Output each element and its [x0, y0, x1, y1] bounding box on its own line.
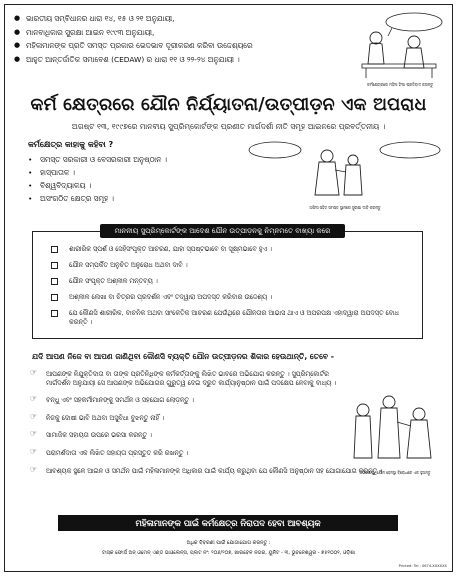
- workplace-item: • ସମସ୍ତ ସରକାରୀ ଓ ବେସରକାରୀ ଅନୁଷ୍ଠାନ ।: [28, 153, 258, 166]
- illustration-caption: ଅଭିଯୋଗ, ଯୌନ ହେନସ୍ଥା ବିରୋଧରେ ଏକ ହୁଅନ୍ତୁ: [359, 470, 431, 475]
- illustration-caption: କର୍ମକ୍ଷେତ୍ରରେ ମହିଳା ହିଂସା ପ୍ରତିବାଦ କରନ୍ତୁ: [366, 82, 434, 87]
- contact-heading: ଅଧିକ ବିବରଣୀ ପାଇଁ ଯୋଗାଯୋଗ କରନ୍ତୁ :: [186, 540, 271, 546]
- action-text: ପରାମର୍ଶଦାତା ଏକ ଲିଖିତ ସହାୟତା ପ୍ରସ୍ତୁତ କରି ରଖନ୍ତୁ ।: [46, 448, 189, 457]
- court-definition-banner: ମାନନୀୟ ସୁପ୍ରିମ୍‌କୋର୍ଟଙ୍କ ଆଦେଶ ଯୌନ ଉତ୍ପୀଡ଼ନକୁ ନିମ୍ନମତେ ବାଖ୍ୟା କରେ: [100, 224, 345, 238]
- pointing-hand-icon: ☞: [30, 464, 38, 474]
- workplace-heading: କର୍ମକ୍ଷେତ୍ର କାହାକୁ କହିବା ?: [28, 140, 114, 149]
- definition-item: [51, 293, 411, 302]
- action-item: [30, 396, 350, 405]
- checkbox-icon: [51, 246, 58, 253]
- pointing-hand-icon: ☞: [30, 429, 38, 439]
- workplace-item: • ହାସ୍ପାତାଳ ।: [28, 166, 258, 179]
- workplace-item: • ବିଶ୍ୱବିଦ୍ୟାଳୟ ।: [28, 179, 258, 192]
- pointing-hand-icon: ☞: [30, 394, 38, 404]
- definition-text: ଅଶ୍ଳୀଳ ଲେଖା ବା ଚିତ୍ରର ପ୍ରଦର୍ଶନ ଏବଂ ତଦ୍ୱାରା ଅପଦସ୍ତ କରିବାର ଉଦ୍ଦେଶ୍ୟ ।: [69, 293, 273, 301]
- workplace-group-illustration: [245, 140, 445, 202]
- legal-basis-item: ● ମହିଳାମାନଙ୍କ ପ୍ରତି ସମସ୍ତ ପ୍ରକାର ଭେଦଭାବ ଦୂରୀକରଣ କରିବା ଉଦ୍ଦେଶ୍ୟରେ: [14, 39, 354, 53]
- definition-text: ଯୌନ ସଂପୃକ୍ତ ଅଶ୍ଳୀଳ ମନ୍ତବ୍ୟ ।: [69, 277, 158, 285]
- legal-basis-item: ● ଭାରତୀୟ ସମ୍ବିଧାନର ଧାରା ୧୪, ୧୫ ଓ ୨୧ ଅନୁଯାୟୀ,: [14, 12, 354, 26]
- workplace-list: [28, 153, 258, 205]
- action-item: [30, 411, 350, 423]
- action-text: ସାମାଜିକ ସହାୟତା ଉପରେ ଭରସା କରନ୍ତୁ ।: [46, 431, 152, 440]
- legal-basis-item: ● ମାନବାଧିକାର ସୁରକ୍ଷା ଆଇନ ୧୯୯୩ ଅନୁଯାୟୀ,: [14, 26, 354, 40]
- definition-text: ଯେ କୌଣସି ଶାରୀରିକ, ବାଚନିକ ଅଥବା ସାଂକେତିକ ଆଚରଣ ଯେଉଁଥିରେ ଯୌନତାର ଆଭାସ ଥାଏ ଓ ଅପରପକ୍ଷ ଏହାଦ୍ୱାରା ଅପଦସ୍ତ ବୋଧ କରନ୍ତି ।: [69, 309, 399, 326]
- page-headline: କର୍ମ କ୍ଷେତ୍ରରେ ଯୌନ ନିର୍ଯ୍ୟାତନା/ଉତ୍ପୀଡ଼ନ ଏକ ଅପରାଧ: [30, 95, 427, 115]
- checkbox-icon: [51, 278, 58, 285]
- action-item: [30, 431, 350, 440]
- action-text: ଆବଶ୍ୟକ ସ୍ଥଳେ ଆଇନ ଓ ସମର୍ଥନ ପାଇଁ ମହିଳାମାନଙ୍କ ଅଧିକାର ପାଇଁ କାର୍ଯ୍ୟ କରୁଥିବା ଯେ କୌଣସି ଅନୁଷ୍ଠାନ ସହ ଯୋଗାଯୋଗ କରନ୍ତୁ ।: [46, 466, 383, 475]
- action-text: ନିଜକୁ ଦୋଷୀ ଭାବି ଅଥବା ଅସୁବିଧା ବୁଝନ୍ତୁ ନାହିଁ ।: [46, 413, 165, 422]
- printer-info: Printed: Tel : 0674-XXXXXX: [398, 564, 447, 568]
- legal-basis-list: [14, 12, 354, 66]
- definition-item: [51, 309, 411, 327]
- checkbox-icon: [51, 294, 58, 301]
- workplace-item: • ଅସଂଗଠିତ କ୍ଷେତ୍ର ସମୂହ ।: [28, 192, 258, 205]
- office-harassment-illustration: [352, 8, 447, 83]
- supreme-court-ruling: ଅଗଷ୍ଟ ୧୩, ୧୯୯୭ରେ ମାନବୀୟ ସୁପ୍ରିମ୍‌କୋର୍ଟଙ୍କ ପ୍ରଣୀତ ମାର୍ଗଦର୍ଶୀ ନୀତି ସମୂହ ଆଇନରେ ପ୍ରବର୍ତ୍ତନୀୟ ।: [71, 122, 386, 131]
- illustration-caption: ଅଫିସ ସହିତ ସମସ୍ତ ସ୍ଥାନରେ ସୁରକ୍ଷା ଦାବି କରନ୍ତୁ: [309, 205, 381, 210]
- definition-item: [51, 277, 411, 286]
- definition-item: [51, 261, 411, 270]
- action-text: ଆପଣଙ୍କ ନିଯୁକ୍ତିଦାତା ବା ତାଙ୍କ ପ୍ରତିନିଧିଙ୍କ କର୍ମକର୍ତ୍ତାଙ୍କୁ ଲିଖିତ ଭାବରେ ଅଭିଯୋଗ କରନ୍ତୁ । ସୁପ୍ରିମ୍‌କୋର୍ଟର ମାର୍ଗଦର୍ଶନ ଅନୁଯାୟୀ ସେ ଆପଣଙ୍କ ଅଭିଯୋଗର ଗୁରୁତ୍ୱ ଦେଇ ଦ୍ରୁତ କାର୍ଯ୍ୟାନୁଷ୍ଠାନ ପାଇଁ ପଦକ୍ଷେପ ନେବାକୁ ବାଧ୍ୟ ।: [46, 370, 337, 387]
- definitions-list: [51, 245, 411, 330]
- checkbox-icon: [51, 310, 58, 317]
- definition-text: ଶାରୀରିକ ସ୍ପର୍ଶ ଓ ସେହିସଂପୃକ୍ତ ଆଚରଣ, ଯାହା ସ୍ପଷ୍ଟଭାବେ ବା ସୂକ୍ଷ୍ମଭାବେ ହୁଏ ।: [69, 245, 272, 253]
- pointing-hand-icon: ☞: [30, 446, 38, 456]
- definition-item: [51, 245, 411, 254]
- definitions-box: [32, 231, 423, 339]
- support-group-illustration: [345, 388, 443, 468]
- pointing-hand-icon: ☞: [30, 368, 38, 377]
- footer-slogan: ମହିଳାମାନଙ୍କ ପାଇଁ କର୍ମକ୍ଷେତ୍ର ନିରାପଦ ହେବା ଆବଶ୍ୟକ: [58, 515, 398, 531]
- definition-text: ଯୌନ ସମ୍ପର୍କିତ ଅନୁଚିତ ଅନୁରୋଧ ଅଥବା ଦାବି ।: [69, 261, 188, 269]
- action-text: ବନ୍ଧୁ ଏବଂ ସହକର୍ମୀମାନଙ୍କୁ ସମର୍ଥନ ଓ ସହଯୋଗ ଲୋଡ଼ନ୍ତୁ ।: [46, 396, 194, 405]
- legal-basis-item: ● ଆହୁତ ଆନ୍ତର୍ଜାତିକ ସମାବେଶ (CEDAW) ର ଧାରା ୧୧ ଓ ୨୨-୨୪ ଅନୁଯାୟୀ ।: [14, 53, 354, 67]
- checkbox-icon: [51, 262, 58, 269]
- action-item: [30, 370, 350, 387]
- if-victim-text: ଯଦି ଆପଣ ନିଜେ ବା ଆପଣ ଜାଣିଥିବା କୌଣସି ବ୍ୟକ୍ତି ଯୌନ ଉତ୍ପୀଡ଼ନର ଶିକାର ହେଉଥାନ୍ତି, ତେବେ -: [32, 352, 334, 361]
- contact-address: ଟାସ୍କ ଫୋର୍ସ ଅନ୍ ଓମେନ୍ ଏଣ୍ଡ ଭାଓଲେନ୍ସ, ପ୍ଲଟ ନଂ: ୨୦୬/୨୦୭, ଖାରବେଳ ନଗର, ୟୁନିଟ - ୩, ଭୁବନେଶ୍ୱର - ୭୫୧୦୦୧, ଓଡ଼ିଶା: [102, 550, 355, 556]
- pointing-hand-icon: ☞: [30, 411, 38, 421]
- action-item: [30, 446, 350, 458]
- actions-list: [30, 368, 383, 484]
